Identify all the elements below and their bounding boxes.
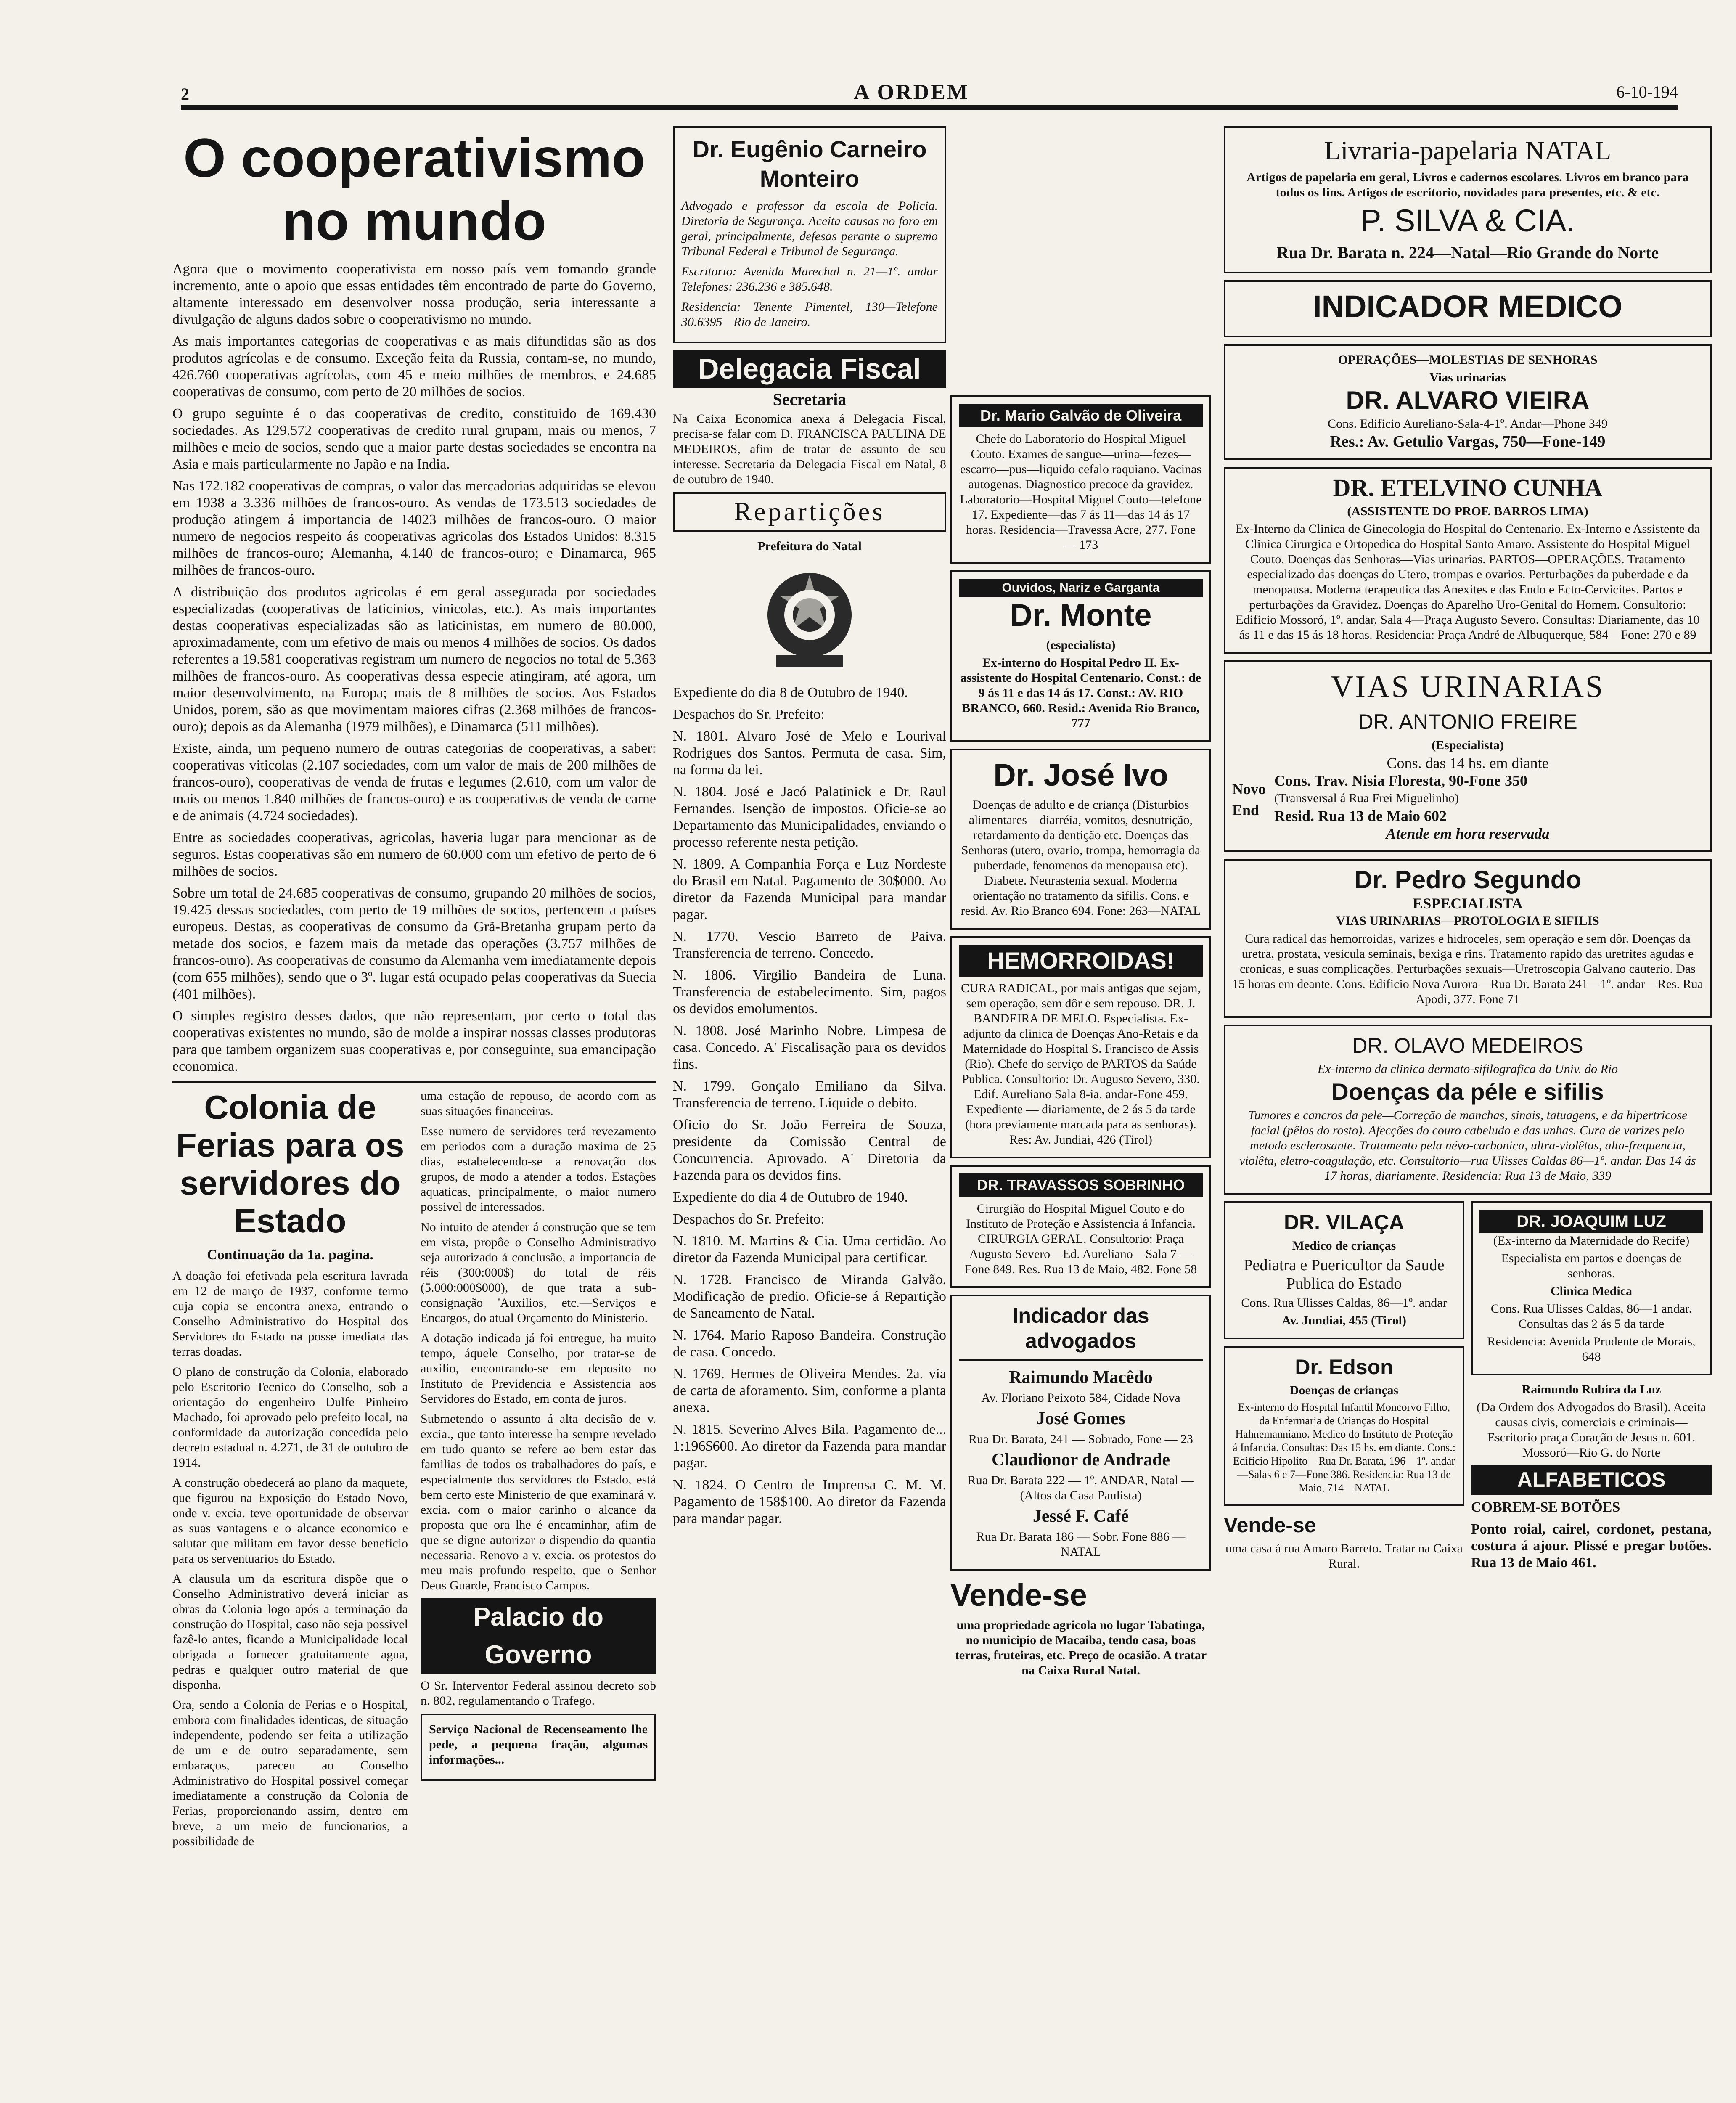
article-paragraph: O grupo seguinte é o das cooperativas de credito, constituido de 169.430 sociedades. As 129.572 cooperativas de credito rural grupam, mais ou menos, 7 milhões e meio de socios, sendo que a maior parte destas sociedades se encontra na Asia e mais particularmente no Japão e na India. <box>172 406 656 472</box>
reparticoes-paragraph: N. 1801. Alvaro José de Melo e Lourival Rodrigues dos Santos. Permuta de casa. Sim, na forma da lei. <box>673 728 946 778</box>
advogado-name: José Gomes <box>1036 1409 1125 1428</box>
ad-edson-name: Dr. Edson <box>1295 1355 1393 1379</box>
ad-sobrinho-name: DR. TRAVASSOS SOBRINHO <box>959 1173 1203 1197</box>
ad-raimundo-text: (Da Ordem dos Advogados do Brasil). Aceita causas civis, comerciais e criminais—Escritorio praça Coração de Jesus n. 601. Mossoró—Rio G. do Norte <box>1477 1400 1706 1459</box>
article-paragraph: A distribuição dos produtos agricolas é em geral assegurada por sociedades especializadas (cooperativas de laticinios, vinicolas, etc.). As mais importantes destas cooperativas especializadas são as laticinistas, em numero de 80.000, aproximadamente, com um efetivo de mais ou menos 4 milhões de socios. Os dados referentes a 19.581 cooperativas registram um numero de negocios no total de 5.363 milhões de francos-ouro. As cooperativas dessa especie atingiram, até agora, um maior desenvolvimento, na Europa; mais de 8 milhões de socios. Aos Estados Unidos, porem, são as que movimentam maiores cifras (2.368 milhões de francos-ouro); depois as da Alemanha (1979 milhões), e Dinamarca (511 milhões). <box>172 584 656 734</box>
ad-freire-novo-label: Novo <box>1232 781 1266 797</box>
reparticoes-paragraph: Despachos do Sr. Prefeito: <box>673 707 825 722</box>
ad-livraria <box>1224 126 1712 273</box>
ad-livraria-name: P. SILVA & CIA. <box>1360 203 1575 238</box>
ad-joaquim <box>1471 1201 1712 1375</box>
reparticoes-paragraph: N. 1764. Mario Raposo Bandeira. Construção de casa. Concedo. <box>673 1327 946 1360</box>
ad-eugenio-office: Escritorio: Avenida Marechal n. 21—1º. andar Telefones: 236.236 e 385.648. <box>681 265 938 294</box>
article-paragraph: Agora que o movimento cooperativista em nosso país vem tomando grande incremento, ante o apoio que essas entidades têm encontrado de parte do Governo, altamente interessado em desenvolver nossa produção, seria interessante a divulgação de alguns dados sobre o cooperativismo no mundo. <box>172 261 656 327</box>
ad-vieira-res: Res.: Av. Getulio Vargas, 750—Fone-149 <box>1330 433 1606 450</box>
reparticoes-title: Repartições <box>734 498 885 526</box>
ad-vende2 <box>1224 1512 1464 1571</box>
ad-vende-text: uma propriedade agricola no lugar Tabatinga, no municipio de Macaiba, tendo casa, boas terras, fruteiras, etc. Preço de ocasião. A tratar na Caixa Rural Natal. <box>955 1618 1207 1677</box>
delegacia-text: Na Caixa Economica anexa á Delegacia Fiscal, precisa-se falar com D. FRANCISCA PAULINA DE MEDEIROS, afim de tratar de assunto de seu interesse. Secretaria da Delegacia Fiscal em Natal, 8 de outubro de 1940. <box>673 412 946 486</box>
reparticoes-paragraph: Expediente do dia 8 de Outubro de 1940. <box>673 685 908 700</box>
palacio-box-text: Serviço Nacional de Recenseamento lhe pede, a pequena fração, algumas informações... <box>429 1722 648 1767</box>
ad-freire-foot: Atende em hora reservada <box>1386 825 1550 842</box>
ad-medeiros-title: Doenças da péle e sifilis <box>1331 1078 1604 1105</box>
reparticoes-subtitle: Prefeitura do Natal <box>757 539 862 553</box>
ad-cunha-sub: (ASSISTENTE DO PROF. BARROS LIMA) <box>1347 504 1588 518</box>
ad-eugenio-residence: Residencia: Tenente Pimentel, 130—Telefone 30.6395—Rio de Janeiro. <box>681 300 938 329</box>
ad-joaquim-sub: (Ex-interno da Maternidade do Recife) <box>1493 1234 1690 1247</box>
palacio-text: O Sr. Interventor Federal assinou decreto sob n. 802, regulamentando o Trafego. <box>421 1679 656 1708</box>
ad-freire-novo-sub: (Transversal á Rua Frei Miguelinho) <box>1274 791 1459 805</box>
colonia-left <box>172 1089 408 1854</box>
ad-medeiros-text: Tumores e cancros da pele—Correção de manchas, sinais, tatuagens, e da hipertricose facial (pêlos do rosto). Afecções do couro cabeludo e das unhas. Cura de varizes pelo metodo esclerosante. Tratamento pela névo-carbonica, ultra-violêtas, alta-frequencia, violêta, eletro-coagulação, etc. Consultorio—rua Ulisses Caldas 86—1º. andar. Das 14 ás 17 horas, diariamente. Residencia: Rua 13 de Maio, 339 <box>1239 1108 1696 1183</box>
ad-hemorroidas <box>950 936 1211 1158</box>
ad-oliveira <box>950 395 1211 564</box>
delegacia-title: Delegacia Fiscal <box>673 350 946 388</box>
article-title: O cooperativismo no mundo <box>183 127 646 252</box>
ad-medeiros-sub: Ex-interno da clinica dermato-sifilografica da Univ. do Rio <box>1317 1062 1618 1076</box>
reparticoes-box <box>673 492 946 532</box>
ad-vende2-text: uma casa á rua Amaro Barreto. Tratar na Caixa Rural. <box>1225 1541 1463 1571</box>
ad-segundo-name: Dr. Pedro Segundo <box>1354 866 1582 894</box>
ad-joaquim-res: Residencia: Avenida Prudente de Morais, 648 <box>1487 1335 1696 1364</box>
ad-monte-name: Dr. Monte <box>1010 598 1152 633</box>
reparticoes-paragraph: N. 1815. Severino Alves Bila. Pagamento de... 1:196$600. Ao diretor da Fazenda para mandar pagar. <box>673 1422 946 1471</box>
ad-advogados <box>950 1295 1211 1571</box>
ad-eugenio <box>673 126 946 343</box>
ad-freire-lines <box>1274 773 1703 826</box>
ad-cunha-name: DR. ETELVINO CUNHA <box>1333 474 1603 501</box>
ad-edson-sub: Doenças de crianças <box>1289 1383 1399 1397</box>
masthead: A ORDEM <box>854 80 969 104</box>
palacio-title: Palacio do Governo <box>421 1598 656 1674</box>
colonia-paragraph: Esse numero de servidores terá revezamento em periodos com a duração maxima de 25 dias, estabelecendo-se a renovação dos grupos, de modo a atender a todos. Estações aquaticas, principalmente, o maior numero possivel de interessados. <box>421 1124 656 1214</box>
advogado-addr: Rua Dr. Barata 222 — 1º. ANDAR, Natal — (Altos da Casa Paulista) <box>967 1473 1194 1502</box>
ad-eugenio-description: Advogado e professor da escola de Policia. Diretoria de Segurança. Aceita causas no foro em geral, principalmente, defesas perante o supremo Tribunal Federal e Tribunal de Segurança. <box>681 199 938 258</box>
coat-of-arms-icon <box>746 562 873 676</box>
colonia-title: Colonia de Ferias para os servidores do Estado <box>176 1089 405 1240</box>
ad-segundo-text: Cura radical das hemorroidas, varizes e hidroceles, sem operação e sem dôr. Doenças da uretra, prostata, vesicula seminais, bexiga e rins. Tratamento rapido das uretrites agudas e cronicas, e suas complicações. Perturbações sexuais—Uretroscopia Galvano cauterio. Das 15 horas em deante. Cons. Edificio Nova Aurora—Rua Dr. Barata 241—1º. andar—Res. Rua Apodi, 377. Fone 71 <box>1232 932 1703 1006</box>
ad-livraria-text: Artigos de papelaria em geral, Livros e cadernos escolares. Livros em branco para todos os fins. Artigos de escritorio, novidades para presentes, etc. & etc. <box>1246 170 1689 199</box>
reparticoes-paragraph: N. 1770. Vescio Barreto de Paiva. Transferencia de terreno. Concedo. <box>673 929 946 961</box>
ad-vilaca-text: Pediatra e Puericultor da Saude Publica do Estado <box>1244 1256 1445 1293</box>
ad-edson-text: Ex-interno do Hospital Infantil Moncorvo Filho, da Enfermaria de Crianças do Hospital Hahnemanniano. Medico do Instituto de Proteção á Infancia. Consultas: Das 15 hs. em diante. Cons.: Edificio Hipolito—Rua Dr. Barata, 196—1º. andar—Salas 6 e 7—Fone 386. Residencia: Rua 13 de Maio, 714—NATAL <box>1232 1401 1456 1494</box>
colonia-paragraph: A construção obedecerá ao plano da maquete, que figurou na Exposição do Estado Novo, onde v. excia. teve oportunidade de observar as suas vantagens e o alcance economico e salutar que militam em favor desse beneficio para os serventuarios do Estado. <box>172 1476 408 1565</box>
page-header <box>181 80 1678 109</box>
colonia-paragraph: No intuito de atender á construção que se tem em vista, propôe o Conselho Administrativo seja autorizado á conclusão, a importancia de réis (300:000$) do total de réis (5.000:000$000), de que trata a sub-consignação 'Auxilios, etc.—Serviços e Encargos, do atual Orçamento do Ministerio. <box>421 1220 656 1325</box>
ad-livraria-title: Livraria-papelaria NATAL <box>1324 135 1612 165</box>
reparticoes-paragraph: Expediente do dia 4 de Outubro de 1940. <box>673 1189 908 1205</box>
ad-alfabeticos-text: Ponto roial, cairel, cordonet, pestana, costura á ajour. Plissé e pregar botões. Rua 13 de Maio 461. <box>1471 1521 1712 1571</box>
article-paragraph: Nas 172.182 cooperativas de compras, o valor das mercadorias adquiridas se elevou em 1938 a 3.336 milhões de francos-ouro. As vendas de 173.513 sociedades de produção atingem á importancia de 14023 milhões de francos-ouro. O maior numero de negocios respeito ás cooperativas agricolas dos Estados Unidos: 8.315 milhões de francos-ouro; Alemanha, 4.140 de francos-ouro; e Dinamarca, 965 milhões de francos-ouro. <box>172 478 656 578</box>
article-paragraph: Entre as sociedades cooperativas, agricolas, haveria lugar para mencionar as de seguros. Estas cooperativas são em numero de 60.000 com um efetivo de perto de 6 milhões de socios. <box>172 830 656 879</box>
article-paragraph: As mais importantes categorias de cooperativas e as mais difundidas são as dos produtos agrícolas e de consumo. Exceção feita da Russia, contam-se, no mundo, 426.760 cooperativas agrícolas, com 45 e meio milhões de membros, e 24.685 cooperativas de consumo, com perto de 20 milhões de socios. <box>172 334 656 400</box>
ad-freire <box>1224 660 1712 852</box>
page-number: 2 <box>181 85 189 103</box>
palacio-box <box>421 1714 656 1781</box>
ad-edson <box>1224 1346 1464 1506</box>
ad-vilaca <box>1224 1201 1464 1339</box>
reparticoes-paragraph: N. 1804. José e Jacó Palatinick e Dr. Raul Fernandes. Isenção de impostos. Oficie-se ao Departamento das Municipalidades, enviando o processo referente nesta petição. <box>673 784 946 850</box>
colonia-subtitle: Continuação da 1a. pagina. <box>207 1247 373 1263</box>
ad-sobrinho-text: Cirurgião do Hospital Miguel Couto e do Instituto de Proteção e Assistencia á Infancia. CIRURGIA GERAL. Consultorio: Praça Augusto Severo—Ed. Aureliano—Sala 7 — Fone 849. Res. Rua 13 de Maio, 482. Fone 58 <box>964 1202 1197 1276</box>
ad-vieira-sub: Vias urinarias <box>1429 371 1506 384</box>
reparticoes-paragraph: N. 1824. O Centro de Imprensa C. M. M. Pagamento de 158$100. Ao diretor da Fazenda para mandar pagar. <box>673 1477 946 1526</box>
ad-ivo-text: Doenças de adulto e de criança (Disturbios alimentares—diarréia, vomitos, desnutrição, retardamento da dentição etc. Doenças das Senhoras (utero, ovario, trompa, hemorragia da puberdade, fenomenos da menopausa etc). Diabete. Neurastenia sexual. Moderna orientação no tratamento da sifilis. Cons. e resid. Av. Rio Branco 694. Fone: 263—NATAL <box>961 798 1201 918</box>
ad-vilaca-sub: Medico de crianças <box>1292 1239 1396 1253</box>
column-3 <box>950 395 1211 2103</box>
ad-freire-hours: Cons. das 14 hs. em diante <box>1387 755 1549 771</box>
ad-livraria-addr: Rua Dr. Barata n. 224—Natal—Rio Grande do Norte <box>1276 243 1659 262</box>
ad-raimundo-name: Raimundo Rubira da Luz <box>1522 1383 1661 1396</box>
indicador-title: INDICADOR MEDICO <box>1313 289 1622 324</box>
ad-hemorroidas-text: CURA RADICAL, por mais antigas que sejam, sem operação, sem dôr e sem repouso. DR. J. BANDEIRA DE MELO. Especialista. Ex-adjunto da clinica de Doenças Ano-Retais e da Maternidade do Hospital S. Francisco de Assis (Rio). Chefe do serviço de PARTOS da Saúde Publica. Consultorio: Dr. Augusto Severo, 330. Edif. Aureliano Sala 8-ia. andar-Fone 459. Expediente — diariamente, de 2 ás 5 da tarde (hora previamente marcada para as senhoras). Res: Av. Jundiai, 426 (Tirol) <box>961 981 1201 1147</box>
ad-segundo-sub: VIAS URINARIAS—PROTOLOGIA E SIFILIS <box>1336 914 1599 928</box>
reparticoes-paragraph: Oficio do Sr. João Ferreira de Souza, presidente da Comissão Central de Concurrencia. Aprovado. A' Diretoria da Fazenda para os devidos fins. <box>673 1117 946 1183</box>
ad-hemorroidas-title: HEMORROIDAS! <box>959 945 1203 977</box>
ad-segundo-spec: ESPECIALISTA <box>1413 895 1523 912</box>
ad-oliveira-text: Chefe do Laboratorio do Hospital Miguel Couto. Exames de sangue—urina—fezes—escarro—pus—liquido cefalo raquiano. Vacinas autogenas. Diagnostico precoce da gravidez. Laboratorio—Hospital Miguel Couto—telefone 17. Expediente—das 7 ás 11—das 14 ás 17 horas. Residencia—Travessa Acre, 277. Fone — 173 <box>960 432 1202 552</box>
advogado-name: Jessé F. Café <box>1032 1507 1129 1526</box>
ad-ivo-name: Dr. José Ivo <box>993 758 1168 792</box>
article-body <box>172 261 656 1075</box>
bottom-ads <box>1224 1201 1712 1576</box>
column-2 <box>673 126 946 2103</box>
ad-vieira-top: OPERAÇÕES—MOLESTIAS DE SENHORAS <box>1338 353 1598 367</box>
ad-cunha <box>1224 467 1712 654</box>
ad-freire-labels <box>1232 779 1266 821</box>
column-1 <box>172 126 656 2103</box>
colonia-paragraph: O plano de construção da Colonia, elaborado pelo Escritorio Tecnico do Conselho, sob a orientação do engenheiro Dulfe Pinheiro Machado, foi aprovado pelo prefeito local, na conformidade da autorização concedida pelo decreto estadual n. 4.271, de 31 de outubro de 1914. <box>172 1365 408 1470</box>
delegacia-subtitle: Secretaria <box>773 390 847 409</box>
ad-freire-novo-text: Cons. Trav. Nisia Floresta, 90-Fone 350 <box>1274 772 1527 789</box>
advogado-addr: Rua Dr. Barata, 241 — Sobrado, Fone — 23 <box>968 1432 1194 1446</box>
article-paragraph: Sobre um total de 24.685 cooperativas de consumo, grupando 20 milhões de socios, 19.425 dessas sociedades, com perto de 19 milhões de socios, pertencem a países europeus. Destas, as cooperativas de consumo da Grã-Bretanha grupam perto da metade dos socios, e fazem mais da metade das operações (3.757 milhões de francos-ouro). As cooperativas de consumo da Alemanha vem imediatamente depois (com 655 milhões), sendo que o 3º. lugar está ocupado pelas cooperativas da Suecia (401 milhões). <box>172 885 656 1002</box>
divider <box>959 1359 1203 1361</box>
ad-cunha-text: Ex-Interno da Clinica de Ginecologia do Hospital do Centenario. Ex-Interno e Assistente da Clinica Cirurgica e Ortopedica do Hospital Santo Amaro. Assistente do Hospital Miguel Couto. Doenças das Senhoras—Vias urinarias. PARTOS—OPERAÇÕES. Tratamento especializado das doenças do Utero, trompas e ovarios. Perturbações da puberdade e da menopausa. Moderna terapeutica das Anexites e das Endo e Ecto-Cervicites. Partos e perturbações da Gravidez. Doenças do Aparelho Uro-Genital do Homem. Consultorio: Edificio Mossoró, 1º. andar, Sala 4—Praça Augusto Severo. Consultas: Diariamente, das 10 ás 11 e das 15 ás 18 horas. Residencia: Praça André de Albuquerque, 584—Fone: 270 e 89 <box>1236 522 1700 642</box>
ad-freire-spec: (Especialista) <box>1432 738 1504 752</box>
ad-joaquim-name: DR. JOAQUIM LUZ <box>1479 1210 1703 1233</box>
ad-ivo <box>950 749 1211 930</box>
ad-vilaca-name: DR. VILAÇA <box>1283 1210 1405 1234</box>
ad-freire-address <box>1232 773 1703 826</box>
reparticoes-paragraph: N. 1769. Hermes de Oliveira Mendes. 2a. via de carta de aforamento. Sim, conforme a planta anexa. <box>673 1366 946 1415</box>
reparticoes-paragraph: N. 1810. M. Martins & Cia. Uma certidão. Ao diretor da Fazenda Municipal para certificar. <box>673 1233 946 1266</box>
reparticoes-paragraph: N. 1799. Gonçalo Emiliano da Silva. Transferencia de terreno. Liquide o debito. <box>673 1078 946 1111</box>
ad-monte-top: Ouvidos, Nariz e Garganta <box>959 579 1203 597</box>
ad-medeiros <box>1224 1025 1712 1195</box>
ad-vilaca-cons: Cons. Rua Ulisses Caldas, 86—1º. andar <box>1241 1296 1447 1310</box>
ad-vende-title: Vende-se <box>950 1578 1087 1613</box>
ad-eugenio-name: Dr. Eugênio Carneiro Monteiro <box>692 136 927 192</box>
ad-freire-end-text: Resid. Rua 13 de Maio 602 <box>1274 808 1447 824</box>
advogado-addr: Av. Floriano Peixoto 584, Cidade Nova <box>981 1391 1180 1405</box>
ad-advogados-title: Indicador das advogados <box>1012 1304 1149 1353</box>
ad-monte <box>950 570 1211 742</box>
article-paragraph: O simples registro desses dados, que não representam, por certo o total das cooperativas existentes no mundo, são de molde a inspirar nossas classes produtoras para que tambem organizem suas cooperativas e, por conseguinte, sua emancipação economica. <box>172 1008 656 1074</box>
ad-joaquim-cons: Cons. Rua Ulisses Caldas, 86—1 andar. Consultas das 2 ás 5 da tarde <box>1490 1302 1692 1331</box>
reparticoes-paragraph: Despachos do Sr. Prefeito: <box>673 1211 825 1227</box>
page-date: 6-10-194 <box>1616 82 1678 101</box>
ad-vende2-title: Vende-se <box>1224 1513 1316 1537</box>
reparticoes-paragraph: N. 1806. Virgilio Bandeira de Luna. Transferencia de estabelecimento. Sim, pagos os devidos emolumentos. <box>673 967 946 1017</box>
reparticoes-paragraph: N. 1728. Francisco de Miranda Galvão. Modificação de predio. Oficie-se á Repartição de Saneamento de Natal. <box>673 1272 946 1321</box>
colonia-paragraph: A clausula um da escritura dispõe que o Conselho Administrativo deverá iniciar as obras da Colonia logo após a terminação da construção do Hospital, caso não seja possivel fazê-lo antes, ficando a Municipalidade local obrigada a fornecer gratuitamente agua, pedras e qualquer outro material de que disponha. <box>172 1572 408 1692</box>
reparticoes-paragraph: N. 1808. José Marinho Nobre. Limpesa de casa. Concedo. A' Fiscalisação para os devidos fins. <box>673 1023 946 1072</box>
ad-freire-title: VIAS URINARIAS <box>1331 670 1605 704</box>
colonia-paragraph: Submetendo o assunto á alta decisão de v. excia., que tanto interesse ha sempre revelado em tudo quanto se refere ao bem estar das familias de todos os trabalhadores do país, e especialmente dos servidores do Estado, está bem certo este Ministerio de que examinará v. excia. com o maior carinho o alcance da proposta que ora lhe é encaminhar, afim de que se digne autorizar o dispendio da quantia necessaria. Renovo a v. excia. os protestos do meu mais profundo respeito, que o Senhor Deus Guarde, Francisco Campos. <box>421 1412 656 1592</box>
ad-vilaca-addr: Av. Jundiai, 455 (Tirol) <box>1282 1314 1406 1327</box>
colonia-paragraph: A doação foi efetivada pela escritura lavrada em 12 de março de 1937, conforme termo cuja copia se encontra anexa, entrando o Conselho Administrativo do Hospital dos Servidores do Estado na posse imediata das terras doadas. <box>172 1269 408 1359</box>
ad-sobrinho <box>950 1165 1211 1288</box>
ad-vieira <box>1224 344 1712 460</box>
ad-alfabeticos-title: ALFABETICOS <box>1471 1465 1712 1495</box>
ad-medeiros-name: DR. OLAVO MEDEIROS <box>1352 1034 1583 1057</box>
ad-oliveira-name: Dr. Mario Galvão de Oliveira <box>959 404 1203 427</box>
ad-freire-name: DR. ANTONIO FREIRE <box>1358 710 1577 734</box>
colonia-paragraph: A dotação indicada já foi entregue, ha muito tempo, áquele Conselho, por tratar-se de auxilio, encontrando-se em deposito no Instituto de Previdencia e Assistencia aos Servidores do Estado, em conta de juros. <box>421 1331 656 1406</box>
article-paragraph: Existe, ainda, um pequeno numero de outras categorias de cooperativas, a saber: cooperativas viticolas (2.107 sociedades, com um valor de mais de 200 milhões de francos-ouro), cooperativas de venda de frutas e legumes (2.610, com um valor de mais ou menos 1.840 milhões de francos-ouro) e as cooperativas de venda de carne e de animais (4.724 sociedades). <box>172 741 656 824</box>
ad-raimundo <box>1471 1382 1712 1460</box>
advogado-name: Claudionor de Andrade <box>992 1450 1170 1470</box>
colonia-right <box>421 1089 656 1854</box>
indicador-medico <box>1224 280 1712 337</box>
column-4 <box>1224 126 1712 2103</box>
ad-alfabeticos-sub: COBREM-SE BOTÕES <box>1471 1499 1620 1515</box>
header-rule <box>181 105 1678 110</box>
divider <box>172 1081 656 1083</box>
colonia-paragraph: Ora, sendo a Colonia de Ferias e o Hospital, embora com finalidades identicas, de situação independente, podendo ser feita a utilização de um e de outro separadamente, sem embaraços, pareceu ao Conselho Administrativo do Hospital possivel começar imediatamente a construção da Colonia de Ferias, proporcionando assim, dentro em breve, a um meio de funcionarios, a possibilidade de <box>172 1698 408 1848</box>
ad-vende <box>950 1577 1211 1678</box>
bottom-ads-left <box>1224 1201 1464 1576</box>
colonia-paragraph: uma estação de repouso, de acordo com as suas situações financeiras. <box>421 1089 656 1118</box>
ad-freire-end-label: End <box>1232 802 1260 818</box>
advogado-name: Raimundo Macêdo <box>1009 1368 1153 1387</box>
ad-monte-spec: (especialista) <box>1046 638 1116 652</box>
ad-vieira-name: DR. ALVARO VIEIRA <box>1346 386 1590 414</box>
ad-joaquim-text: Especialista em partos e doenças de senhoras. <box>1501 1251 1682 1280</box>
advogado-addr: Rua Dr. Barata 186 — Sobr. Fone 886 — NATAL <box>976 1530 1186 1559</box>
ad-segundo <box>1224 859 1712 1018</box>
reparticoes-paragraph: N. 1809. A Companhia Força e Luz Nordeste do Brasil em Natal. Pagamento de 30$000. Ao diretor da Fazenda Municipal para mandar pagar. <box>673 856 946 922</box>
bottom-ads-right <box>1471 1201 1712 1576</box>
colonia-section <box>172 1089 656 1854</box>
ad-vieira-cons: Cons. Edificio Aureliano-Sala-4-1º. Andar—Phone 349 <box>1328 417 1608 431</box>
ad-joaquim-clinic: Clinica Medica <box>1550 1284 1633 1298</box>
ad-monte-text: Ex-interno do Hospital Pedro II. Ex-assistente do Hospital Centenario. Const.: de 9 ás 11 e das 14 ás 17. Const.: AV. RIO BRANCO, 660. Resid.: Avenida Rio Branco, 777 <box>960 656 1201 730</box>
